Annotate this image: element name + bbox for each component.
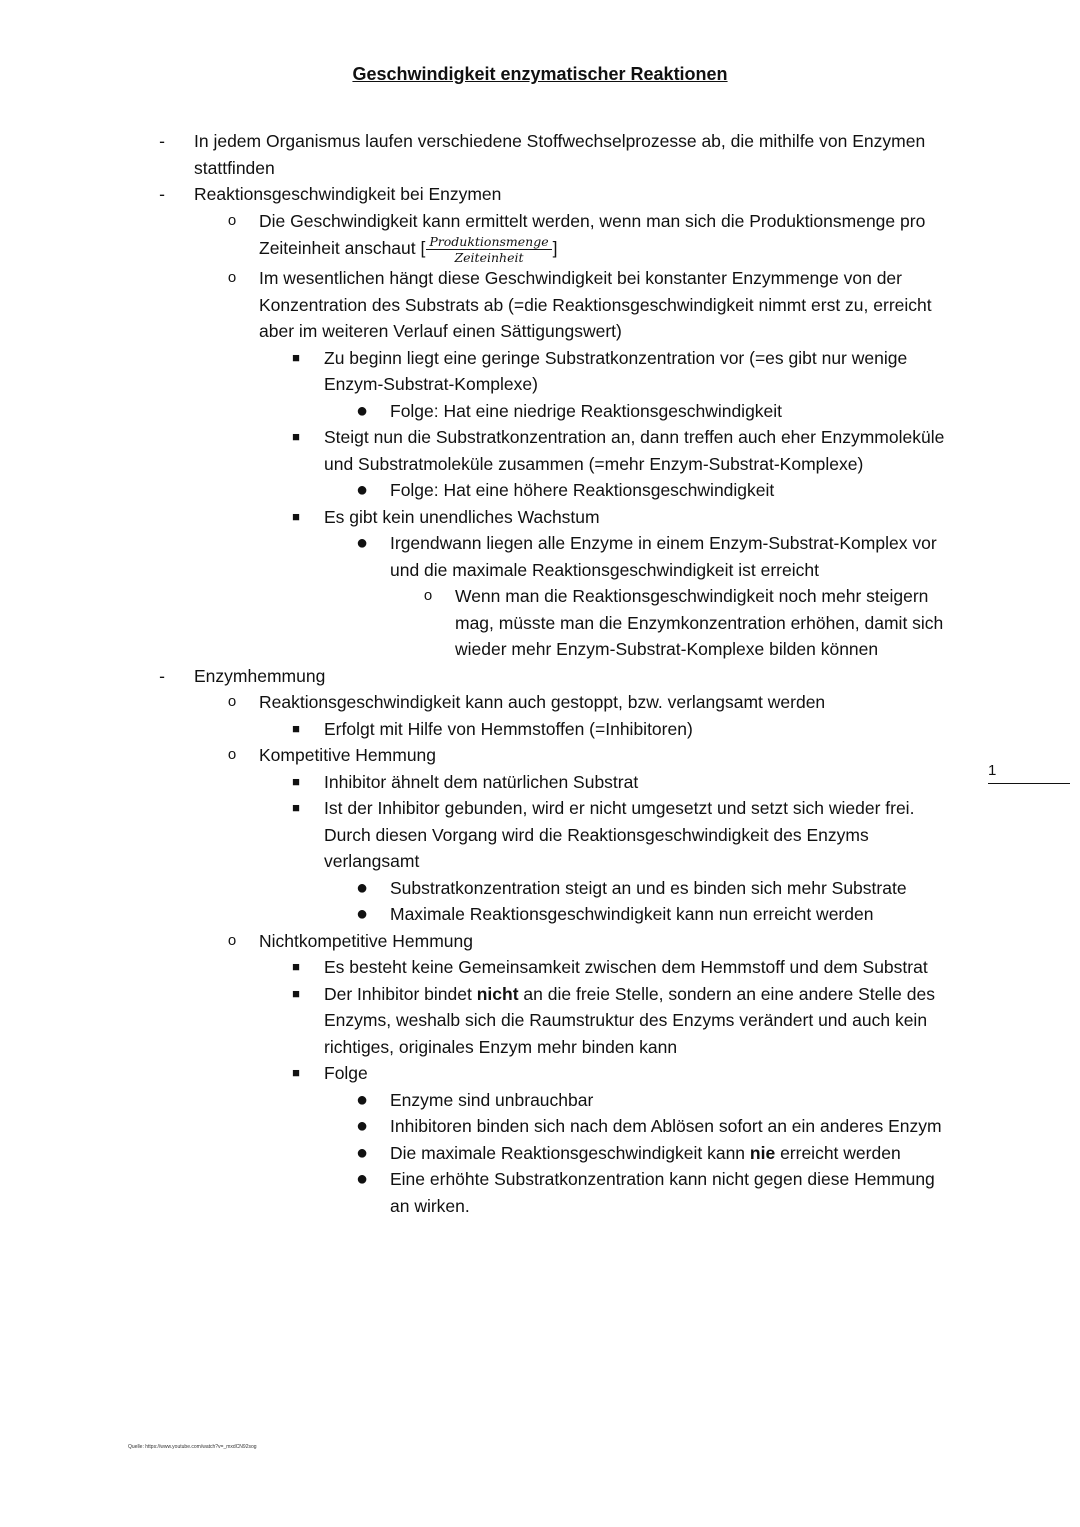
list-item-text: Es gibt kein unendliches Wachstum (324, 506, 600, 527)
emphasis-text: nicht (476, 983, 519, 1004)
list-item-text: Kompetitive Hemmung (259, 745, 437, 765)
circle-marker: o (227, 693, 237, 710)
square-marker: ■ (292, 985, 300, 1001)
list-item (0, 663, 954, 690)
list-item-text: Folge: Hat eine niedrige Reaktionsgeschwindigkeit (390, 400, 783, 421)
circle-marker: o (227, 931, 237, 949)
dot-marker: ● (355, 1141, 369, 1164)
square-marker: ■ (292, 773, 300, 789)
list-item (0, 583, 955, 663)
list-item (0, 477, 955, 504)
fraction (426, 234, 551, 265)
list-item-text: Enzyme sind unbrauchbar (390, 1089, 594, 1110)
dot-marker: ● (355, 479, 369, 501)
list-item-text: Folge: Hat eine höhere Reaktionsgeschwindigkeit (390, 480, 775, 500)
emphasis-text: nie (749, 1142, 776, 1163)
list-item (0, 795, 954, 875)
square-marker: ■ (292, 508, 300, 524)
dot-marker: ● (355, 1088, 369, 1111)
list-item-text: Irgendwann liegen alle Enzyme in einem Enzym-Substrat-Komplex vor und die maximale Reaktionsgeschwindigkeit ist erreicht (390, 533, 937, 580)
list-item-text: Substratkonzentration steigt an und es binden sich mehr Substrate (390, 877, 907, 898)
list-item (0, 1060, 954, 1087)
list-item-text: Reaktionsgeschwindigkeit bei Enzymen (194, 184, 502, 204)
square-marker: ■ (292, 1065, 300, 1080)
fraction-numerator: Produktionsmenge (426, 234, 551, 250)
dot-marker: ● (355, 903, 369, 925)
page-number: 1 (988, 762, 1070, 784)
list-item (0, 345, 954, 398)
square-marker: ■ (292, 959, 300, 974)
list-item-text: an die freie Stelle, sondern an eine andere Stelle des Enzyms, weshalb sich die Raumstruktur des Enzyms verändert und auch kein richtiges, originales Enzym mehr binden kann (324, 983, 935, 1057)
fraction-denominator: Zeiteinheit (454, 250, 524, 265)
list-item-text: Reaktionsgeschwindigkeit kann auch gestoppt, bzw. verlangsamt werden (259, 692, 826, 712)
list-item (0, 1166, 955, 1219)
list-item (0, 689, 954, 716)
list-item-text: erreicht werden (775, 1142, 901, 1163)
list-item (0, 954, 954, 981)
list-item-text: Maximale Reaktionsgeschwindigkeit kann nun erreicht werden (390, 904, 874, 924)
list-item (0, 265, 954, 345)
dash-marker: - (159, 184, 165, 204)
dot-marker: ● (355, 1168, 369, 1190)
list-item (0, 981, 954, 1061)
list-item (0, 1087, 955, 1114)
list-item (0, 875, 955, 902)
square-marker: ■ (292, 800, 300, 815)
list-item (0, 424, 954, 477)
list-item-text: Steigt nun die Substratkonzentration an, dann treffen auch eher Enzymmoleküle und Substratmoleküle zusammen (=mehr Enzym-Substrat-Komplexe) (324, 427, 945, 474)
list-item (0, 530, 955, 583)
list-item (0, 1113, 955, 1140)
circle-marker: o (227, 269, 237, 286)
list-item (0, 716, 954, 743)
dot-marker: ● (355, 532, 369, 554)
list-item-text: Inhibitor ähnelt dem natürlichen Substrat (324, 771, 639, 792)
list-item-text: Eine erhöhte Substratkonzentration kann nicht gegen diese Hemmung an wirken. (390, 1169, 935, 1216)
square-marker: ■ (292, 429, 300, 444)
source-note: Quelle: https://www.youtube.com/watch?v=_mxdCN92sog (128, 1444, 257, 1450)
dash-marker: - (159, 131, 165, 151)
list-item (0, 504, 954, 531)
dash-marker: - (159, 665, 165, 686)
list-item-text: Die Geschwindigkeit kann ermittelt werden, wenn man sich die Produktionsmenge pro Zeiteinheit anschaut [ (259, 210, 926, 259)
list-item-text: Erfolgt mit Hilfe von Hemmstoffen (=Inhibitoren) (324, 718, 693, 739)
list-item (0, 128, 954, 181)
list-item-text: Enzymhemmung (194, 665, 326, 686)
list-item-text: Zu beginn liegt eine geringe Substratkonzentration vor (=es gibt nur wenige Enzym-Substrat-Komplexe) (324, 347, 908, 394)
list-item (0, 1140, 955, 1167)
list-item-text: Folge (324, 1063, 368, 1083)
list-item (0, 901, 955, 928)
list-item (0, 181, 954, 208)
list-item-text: Inhibitoren binden sich nach dem Ablösen sofort an ein anderes Enzym (390, 1116, 942, 1136)
dot-marker: ● (355, 399, 369, 422)
square-marker: ■ (292, 720, 300, 736)
dot-marker: ● (355, 876, 369, 899)
list-item-text: Es besteht keine Gemeinsamkeit zwischen dem Hemmstoff und dem Substrat (324, 957, 928, 977)
list-item (0, 398, 955, 425)
list-item-text: In jedem Organismus laufen verschiedene Stoffwechselprozesse ab, die mithilfe von Enzymen stattfinden (194, 131, 926, 178)
circle-marker: o (227, 746, 237, 763)
dot-marker: ● (355, 1115, 369, 1137)
document-body (0, 128, 1080, 1219)
list-item (0, 928, 954, 955)
square-marker: ■ (292, 349, 300, 365)
list-item-text: Wenn man die Reaktionsgeschwindigkeit noch mehr steigern mag, müsste man die Enzymkonzentration erhöhen, damit sich wieder mehr Enzym-Substrat-Komplexe bilden können (455, 586, 944, 659)
list-item (0, 769, 954, 796)
list-item-text: Die maximale Reaktionsgeschwindigkeit kann (390, 1142, 750, 1163)
circle-marker: o (227, 211, 237, 229)
document-title: Geschwindigkeit enzymatischer Reaktionen (352, 64, 728, 84)
list-item-text: Ist der Inhibitor gebunden, wird er nicht umgesetzt und setzt sich wieder frei. Durch diesen Vorgang wird die Reaktionsgeschwindigkeit des Enzyms verlangsamt (324, 798, 915, 871)
list-item (0, 208, 954, 266)
list-item-text: ] (552, 238, 558, 259)
circle-marker: o (423, 587, 433, 604)
list-item-text: Der Inhibitor bindet (324, 983, 477, 1004)
list-item (0, 742, 954, 769)
list-item-text: Nichtkompetitive Hemmung (259, 930, 473, 951)
list-item-text: Im wesentlichen hängt diese Geschwindigkeit bei konstanter Enzymmenge von der Konzentration des Substrats ab (=die Reaktionsgeschwindigkeit nimmt erst zu, erreicht aber im weiteren Verlauf einen Sättigungswert) (259, 268, 932, 341)
